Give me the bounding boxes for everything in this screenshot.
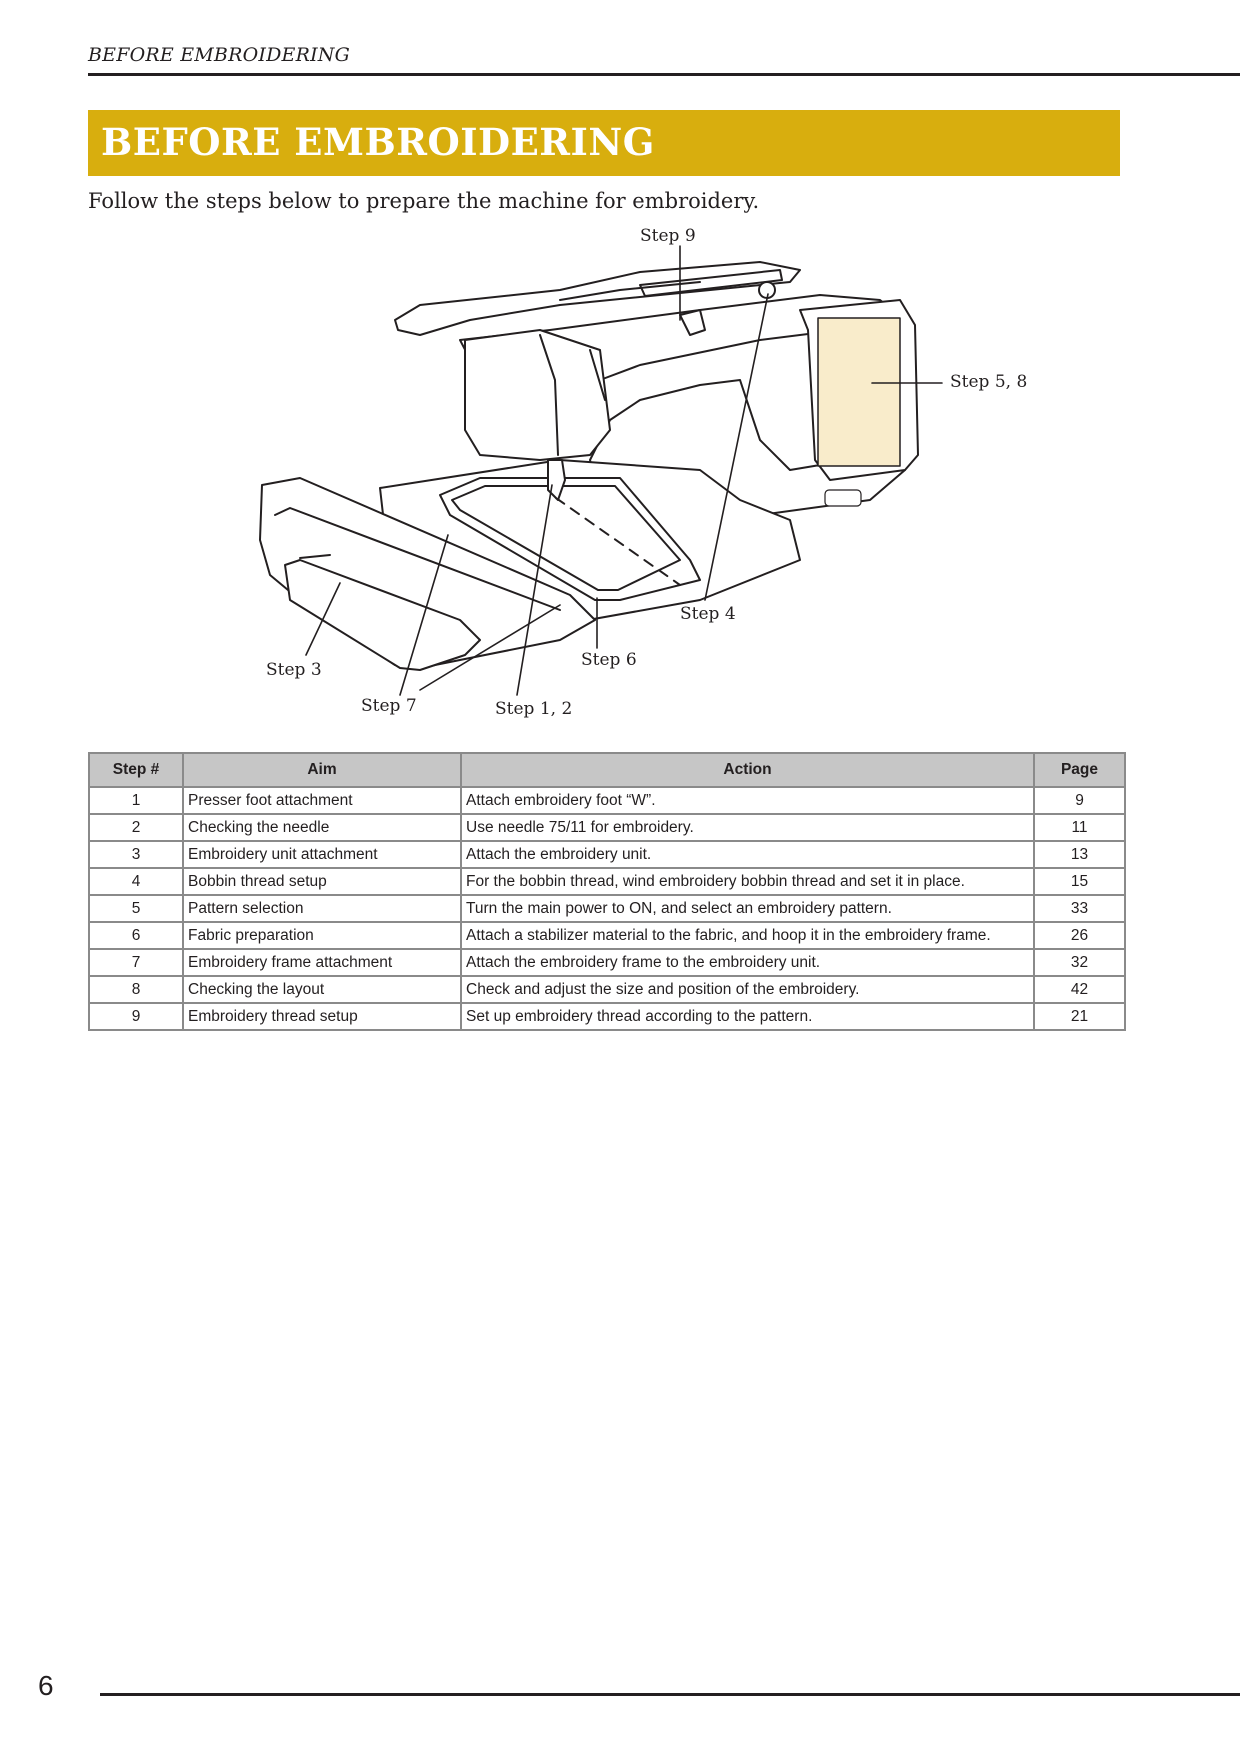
lcd-screen [818, 318, 900, 466]
callout-step4: Step 4 [680, 604, 736, 624]
cell-step: 7 [89, 949, 183, 976]
cell-step: 1 [89, 787, 183, 814]
cell-aim: Embroidery unit attachment [183, 841, 461, 868]
cell-step: 8 [89, 976, 183, 1003]
cell-action: Use needle 75/11 for embroidery. [461, 814, 1034, 841]
cell-step: 2 [89, 814, 183, 841]
table-row [89, 976, 1125, 1003]
cell-page: 9 [1034, 787, 1125, 814]
header-aim: Aim [183, 753, 461, 787]
table-header-row [89, 753, 1125, 787]
table-row [89, 868, 1125, 895]
cell-aim: Checking the needle [183, 814, 461, 841]
cell-step: 4 [89, 868, 183, 895]
header-step: Step # [89, 753, 183, 787]
cell-aim: Checking the layout [183, 976, 461, 1003]
cell-page: 33 [1034, 895, 1125, 922]
cell-action: Attach the embroidery frame to the embroidery unit. [461, 949, 1034, 976]
header-action: Action [461, 753, 1034, 787]
page-number: 6 [38, 1670, 54, 1701]
cell-page: 21 [1034, 1003, 1125, 1030]
table-row [89, 895, 1125, 922]
footer-rule [100, 1693, 1240, 1696]
table-row [89, 841, 1125, 868]
cell-page: 26 [1034, 922, 1125, 949]
header-rule [88, 73, 1240, 76]
cell-aim: Embroidery thread setup [183, 1003, 461, 1030]
cell-action: Attach embroidery foot “W”. [461, 787, 1034, 814]
callout-step9: Step 9 [640, 226, 696, 246]
table-row [89, 787, 1125, 814]
cell-page: 13 [1034, 841, 1125, 868]
callout-step3: Step 3 [266, 660, 322, 680]
cell-action: Attach a stabilizer material to the fabric, and hoop it in the embroidery frame. [461, 922, 1034, 949]
cell-step: 9 [89, 1003, 183, 1030]
steps-table [88, 752, 1126, 1031]
cell-action: Attach the embroidery unit. [461, 841, 1034, 868]
page-title: BEFORE EMBROIDERING [101, 120, 655, 164]
running-header: BEFORE EMBROIDERING [88, 44, 350, 66]
callout-step12: Step 1, 2 [495, 699, 573, 719]
cell-aim: Embroidery frame attachment [183, 949, 461, 976]
header-page: Page [1034, 753, 1125, 787]
cell-page: 32 [1034, 949, 1125, 976]
table-row [89, 949, 1125, 976]
cell-step: 3 [89, 841, 183, 868]
cell-step: 6 [89, 922, 183, 949]
cell-aim: Bobbin thread setup [183, 868, 461, 895]
cell-aim: Fabric preparation [183, 922, 461, 949]
cell-action: Check and adjust the size and position of the embroidery. [461, 976, 1034, 1003]
cell-page: 15 [1034, 868, 1125, 895]
cell-aim: Pattern selection [183, 895, 461, 922]
machine-head [465, 330, 610, 460]
cell-action: Set up embroidery thread according to the pattern. [461, 1003, 1034, 1030]
callout-step7: Step 7 [361, 696, 417, 716]
table-row [89, 922, 1125, 949]
title-bar [88, 110, 1120, 176]
callout-step6: Step 6 [581, 650, 637, 670]
cell-aim: Presser foot attachment [183, 787, 461, 814]
callout-step58: Step 5, 8 [950, 372, 1028, 392]
speaker-grille [825, 490, 861, 506]
cell-action: For the bobbin thread, wind embroidery bobbin thread and set it in place. [461, 868, 1034, 895]
intro-text: Follow the steps below to prepare the machine for embroidery. [88, 189, 760, 213]
cell-page: 11 [1034, 814, 1125, 841]
table-row [89, 814, 1125, 841]
table-row [89, 1003, 1125, 1030]
cell-action: Turn the main power to ON, and select an embroidery pattern. [461, 895, 1034, 922]
machine-figure [0, 220, 1240, 740]
cell-page: 42 [1034, 976, 1125, 1003]
cell-step: 5 [89, 895, 183, 922]
